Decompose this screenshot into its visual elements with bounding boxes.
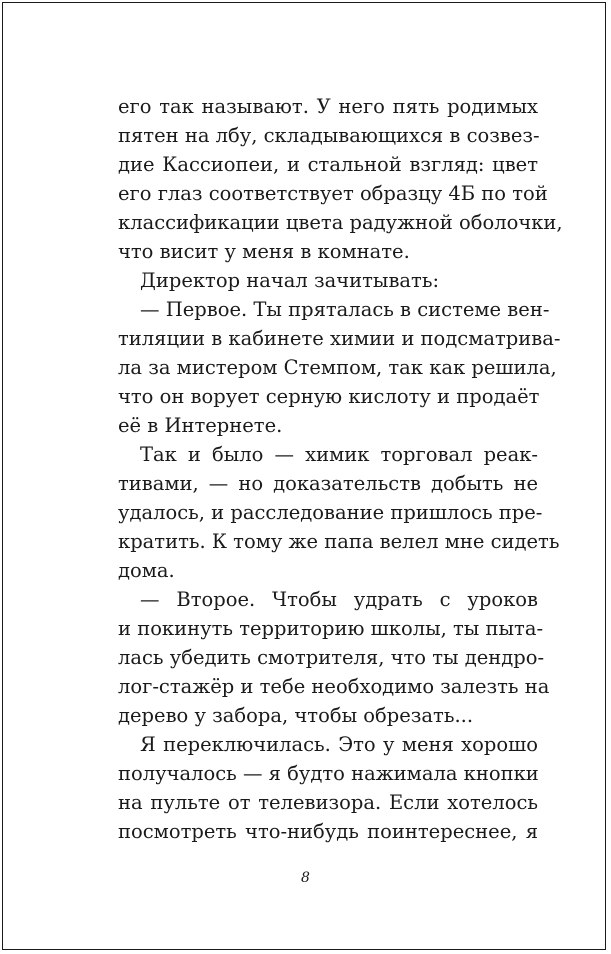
page-number: 8 <box>301 870 310 886</box>
text-line: получалось — я будто нажимала кнопки <box>118 762 539 785</box>
text-line: посмотреть что-нибудь поинтереснее, я <box>118 820 538 843</box>
text-line: Директор начал зачитывать: <box>140 269 440 292</box>
text-line: классификации цвета радужной оболочки, <box>118 211 563 234</box>
text-line: его так называют. У него пять родимых <box>118 95 538 118</box>
text-line: что он ворует серную кислоту и продаёт <box>118 385 540 408</box>
text-line: её в Интернете. <box>118 414 283 437</box>
text-line: Я переключилась. Это у меня хорошо <box>140 733 538 756</box>
text-line: дие Кассиопеи, и стальной взгляд: цвет <box>118 153 538 176</box>
text-line: дома. <box>118 559 175 582</box>
text-line: дерево у забора, чтобы обрезать... <box>118 704 474 727</box>
text-line: лог-стажёр и тебе необходимо залезть на <box>118 675 550 698</box>
text-line: его глаз соответствует образцу 4Б по той <box>118 182 548 205</box>
text-line: на пульте от телевизора. Если хотелось <box>118 791 538 814</box>
text-line: пятен на лбу, складывающихся в созвез- <box>118 124 540 147</box>
text-line: ла за мистером Стемпом, так как решила, <box>118 356 557 379</box>
text-line: Так и было — химик торговал реак- <box>140 443 538 466</box>
text-line: — Второе. Чтобы удрать с уроков <box>140 588 538 611</box>
text-line: тиляции в кабинете химии и подсматрива- <box>118 327 561 350</box>
body-text <box>118 92 563 846</box>
text-line: кратить. К тому же папа велел мне сидеть <box>118 530 560 553</box>
text-line: лась убедить смотрителя, что ты дендро- <box>118 646 545 669</box>
text-line: тивами, — но доказательств добыть не <box>118 472 538 495</box>
text-line: что висит у меня в комнате. <box>118 240 410 263</box>
text-line: и покинуть территорию школы, ты пыта- <box>118 617 544 640</box>
text-line: удалось, и расследование пришлось пре- <box>118 501 543 524</box>
text-line: — Первое. Ты пряталась в системе вен- <box>140 298 550 321</box>
